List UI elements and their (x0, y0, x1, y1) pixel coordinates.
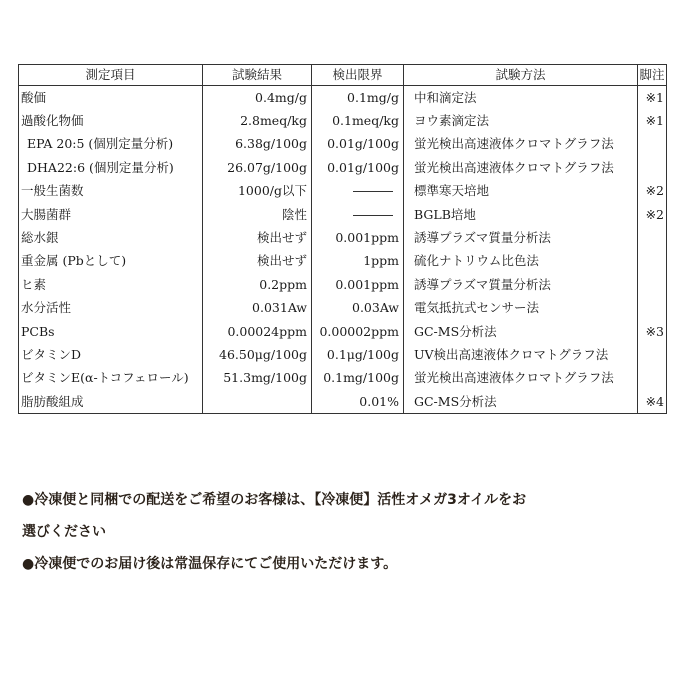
cell-method: 蛍光検出高速液体クロマトグラフ法 (404, 133, 638, 156)
not-applicable-dash (353, 191, 393, 192)
cell-limit-none (312, 180, 404, 203)
cell-item: 総水銀 (19, 226, 203, 249)
cell-item: 酸価 (19, 86, 203, 110)
cell-limit: 0.1mg/g (312, 86, 404, 110)
cell-result: 検出せず (203, 226, 312, 249)
table-row (19, 343, 667, 366)
cell-note (638, 156, 667, 179)
cell-result: 0.00024ppm (203, 320, 312, 343)
cell-note: ※1 (638, 86, 667, 110)
cell-limit: 0.00002ppm (312, 320, 404, 343)
cell-note (638, 226, 667, 249)
cell-item: EPA 20:5 (個別定量分析) (19, 133, 203, 156)
header-note: 脚注 (638, 65, 667, 86)
cell-method: GC-MS分析法 (404, 390, 638, 414)
cell-result: 46.50μg/100g (203, 343, 312, 366)
header-item: 測定項目 (19, 65, 203, 86)
cell-note (638, 133, 667, 156)
cell-limit: 0.1meq/kg (312, 109, 404, 132)
cell-item: ヒ素 (19, 273, 203, 296)
table-row (19, 86, 667, 110)
table-row (19, 226, 667, 249)
notice-frozen-shipping-cont: 選びください (22, 524, 106, 540)
cell-method: 蛍光検出高速液体クロマトグラフ法 (404, 367, 638, 390)
cell-note (638, 273, 667, 296)
cell-item: 過酸化物価 (19, 109, 203, 132)
cell-result: 0.031Aw (203, 297, 312, 320)
cell-note (638, 250, 667, 273)
cell-limit: 0.001ppm (312, 273, 404, 296)
cell-note: ※2 (638, 203, 667, 226)
cell-limit: 0.03Aw (312, 297, 404, 320)
cell-note: ※4 (638, 390, 667, 414)
table-row (19, 133, 667, 156)
cell-result: 陰性 (203, 203, 312, 226)
cell-item: 重金属 (Pbとして) (19, 250, 203, 273)
cell-method: ヨウ素滴定法 (404, 109, 638, 132)
table-row (19, 156, 667, 179)
cell-note (638, 297, 667, 320)
cell-result (203, 390, 312, 414)
cell-note: ※3 (638, 320, 667, 343)
cell-result: 検出せず (203, 250, 312, 273)
header-method: 試験方法 (404, 65, 638, 86)
notice-frozen-shipping: ●冷凍便と同梱での配送をご希望のお客様は、【冷凍便】活性オメガ3オイルをお (22, 492, 527, 508)
cell-limit: 0.01g/100g (312, 156, 404, 179)
cell-method: 誘導プラズマ質量分析法 (404, 273, 638, 296)
cell-method: 蛍光検出高速液体クロマトグラフ法 (404, 156, 638, 179)
cell-result: 0.4mg/g (203, 86, 312, 110)
cell-result: 51.3mg/100g (203, 367, 312, 390)
cell-method: 中和滴定法 (404, 86, 638, 110)
cell-limit-none (312, 203, 404, 226)
cell-result: 6.38g/100g (203, 133, 312, 156)
table-row (19, 273, 667, 296)
cell-note (638, 343, 667, 366)
cell-result: 0.2ppm (203, 273, 312, 296)
cell-method: 電気抵抗式センサー法 (404, 297, 638, 320)
cell-method: 標準寒天培地 (404, 180, 638, 203)
cell-limit: 0.1mg/100g (312, 367, 404, 390)
cell-method: 誘導プラズマ質量分析法 (404, 226, 638, 249)
table-row (19, 109, 667, 132)
table-row (19, 320, 667, 343)
table-row (19, 203, 667, 226)
table-header-row (19, 65, 667, 86)
analysis-results-table (18, 64, 667, 414)
cell-note: ※1 (638, 109, 667, 132)
shipping-notices (22, 484, 672, 580)
cell-note: ※2 (638, 180, 667, 203)
not-applicable-dash (353, 215, 393, 216)
cell-item: ビタミンE(α-トコフェロール) (19, 367, 203, 390)
cell-item: 一般生菌数 (19, 180, 203, 203)
cell-method: BGLB培地 (404, 203, 638, 226)
cell-result: 2.8meq/kg (203, 109, 312, 132)
cell-limit: 0.001ppm (312, 226, 404, 249)
cell-limit: 0.01% (312, 390, 404, 414)
cell-result: 26.07g/100g (203, 156, 312, 179)
cell-note (638, 367, 667, 390)
table-row (19, 367, 667, 390)
cell-item: ビタミンD (19, 343, 203, 366)
cell-item: 水分活性 (19, 297, 203, 320)
notice-storage: ●冷凍便でのお届け後は常温保存にてご使用いただけます。 (22, 556, 398, 572)
table-row (19, 180, 667, 203)
cell-method: 硫化ナトリウム比色法 (404, 250, 638, 273)
cell-method: GC-MS分析法 (404, 320, 638, 343)
cell-method: UV検出高速液体クロマトグラフ法 (404, 343, 638, 366)
header-limit: 検出限界 (312, 65, 404, 86)
analysis-table-container (18, 64, 666, 414)
cell-item: 脂肪酸組成 (19, 390, 203, 414)
cell-result: 1000/g以下 (203, 180, 312, 203)
table-row (19, 390, 667, 414)
cell-limit: 0.1μg/100g (312, 343, 404, 366)
table-row (19, 250, 667, 273)
cell-item: DHA22:6 (個別定量分析) (19, 156, 203, 179)
cell-item: 大腸菌群 (19, 203, 203, 226)
cell-limit: 0.01g/100g (312, 133, 404, 156)
cell-limit: 1ppm (312, 250, 404, 273)
cell-item: PCBs (19, 320, 203, 343)
header-result: 試験結果 (203, 65, 312, 86)
table-row (19, 297, 667, 320)
